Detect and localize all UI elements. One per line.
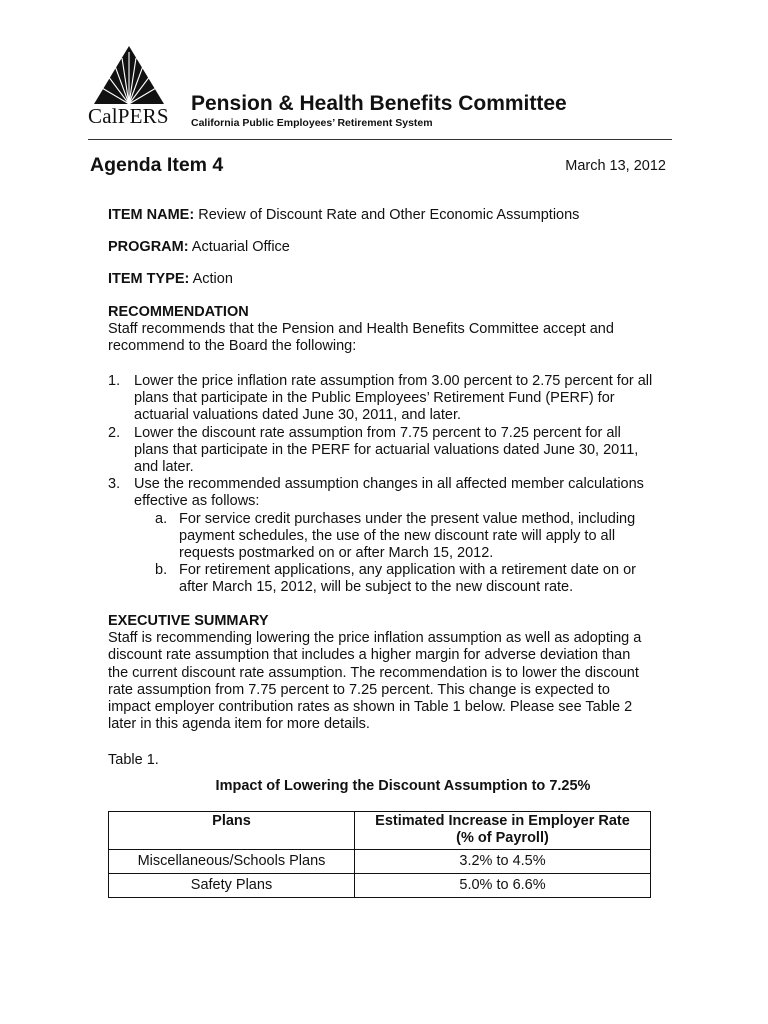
table-cell: Miscellaneous/Schools Plans <box>109 850 355 874</box>
table-cell: Safety Plans <box>109 874 355 898</box>
list-item <box>108 476 683 510</box>
text-line: recommend to the Board the following: <box>108 338 357 355</box>
field-item-name <box>108 207 579 223</box>
text-line: and later. <box>134 459 194 476</box>
table-row <box>109 850 651 874</box>
table-cell: 3.2% to 4.5% <box>355 850 651 874</box>
text-line: For service credit purchases under the present value method, including <box>179 510 636 527</box>
field-label: ITEM TYPE: <box>108 271 190 287</box>
list-item <box>108 425 683 477</box>
table-title: Impact of Lowering the Discount Assumption to 7.25% <box>215 778 591 794</box>
text-line: requests postmarked on or after March 15, 2012. <box>179 545 494 562</box>
field-label: PROGRAM: <box>108 239 189 255</box>
header-line: Estimated Increase in Employer Rate <box>375 813 630 829</box>
text-line: plans that participate in the PERF for actuarial valuations dated June 30, 2011, <box>134 441 639 458</box>
text-line: Staff recommends that the Pension and Health Benefits Committee accept and <box>108 321 614 338</box>
text-line: actuarial valuations dated June 30, 2011, and later. <box>134 407 462 424</box>
recommendation-section <box>108 304 678 356</box>
text-line: For retirement applications, any application with a retirement date on or <box>179 562 636 579</box>
sub-list-item <box>108 562 683 596</box>
recommendation-list <box>108 373 683 597</box>
text-line: rate assumption from 7.75 percent to 7.25 percent. This change is expected to <box>108 681 610 698</box>
summary-heading: EXECUTIVE SUMMARY <box>108 613 269 629</box>
sub-list-item <box>108 511 683 563</box>
list-number: 1. <box>108 373 121 389</box>
table-cell: 5.0% to 6.6% <box>355 874 651 898</box>
text-line: discount rate assumption that includes a higher margin for adverse deviation than <box>108 647 631 664</box>
text-line: after March 15, 2012, will be subject to the new discount rate. <box>179 579 574 596</box>
text-line: Staff is recommending lowering the price inflation assumption as well as adopting a <box>108 630 642 647</box>
executive-summary-section <box>108 613 678 733</box>
sub-list-letter: b. <box>155 562 168 579</box>
list-number: 3. <box>108 476 121 493</box>
sub-list-letter: a. <box>155 510 168 527</box>
logo-wordmark: CalPERS <box>88 104 169 128</box>
recommendation-heading: RECOMMENDATION <box>108 304 249 320</box>
text-line: the current discount rate assumption. The recommendation is to lower the discount <box>108 664 639 681</box>
system-subtitle: California Public Employees’ Retirement System <box>191 117 433 129</box>
column-header-increase <box>355 812 651 850</box>
table-row <box>109 874 651 898</box>
agenda-date: March 13, 2012 <box>565 158 666 174</box>
field-value: Review of Discount Rate and Other Economic Assumptions <box>198 207 580 223</box>
text-line: impact employer contribution rates as shown in Table 1 below. Please see Table 2 <box>108 699 633 716</box>
field-item-type <box>108 271 233 287</box>
text-line: Use the recommended assumption changes in all affected member calculations <box>134 476 644 493</box>
table-label: Table 1. <box>108 752 159 768</box>
list-item <box>108 373 683 425</box>
impact-table <box>108 811 651 898</box>
column-header-plans: Plans <box>109 812 355 850</box>
field-label: ITEM NAME: <box>108 207 195 223</box>
text-line: payment schedules, the use of the new discount rate will apply to all <box>179 527 616 544</box>
list-number: 2. <box>108 424 121 441</box>
field-value: Action <box>192 271 233 287</box>
table-header-row <box>109 812 651 850</box>
text-line: Lower the discount rate assumption from 7.75 percent to 7.25 percent for all <box>134 424 621 441</box>
header-divider <box>88 139 672 140</box>
text-line: plans that participate in the Public Employees’ Retirement Fund (PERF) for <box>134 390 615 407</box>
header-line: (% of Payroll) <box>456 830 549 846</box>
field-value: Actuarial Office <box>191 239 290 255</box>
text-line: later in this agenda item for more details. <box>108 716 370 733</box>
text-line: Lower the price inflation rate assumption from 3.00 percent to 2.75 percent for all <box>134 373 653 389</box>
text-line: effective as follows: <box>134 493 260 510</box>
field-program <box>108 239 290 255</box>
agenda-title: Agenda Item 4 <box>90 154 224 176</box>
committee-title: Pension & Health Benefits Committee <box>191 92 567 115</box>
